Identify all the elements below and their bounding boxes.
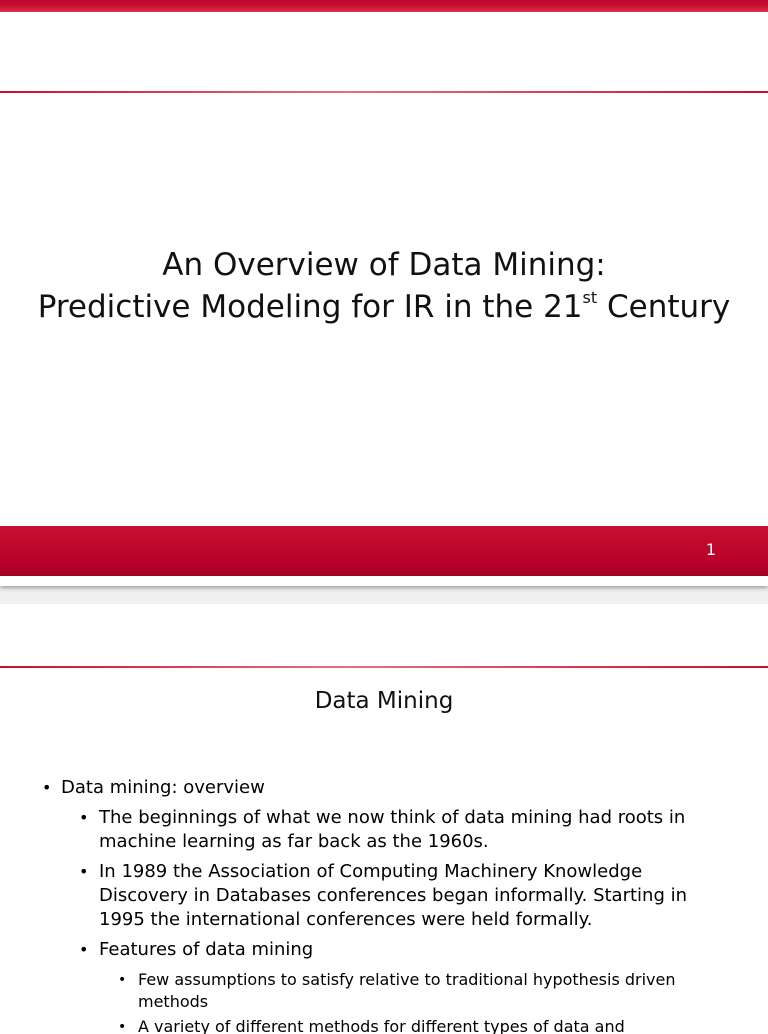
bullet-text: Data mining: overview	[61, 777, 265, 798]
bullet-dot: •	[79, 862, 89, 881]
title-line-1: An Overview of Data Mining:	[162, 247, 606, 283]
slide-title: Data Mining	[314, 688, 454, 714]
title-superscript: st	[582, 288, 598, 307]
bullet-item	[42, 776, 265, 800]
bullet-text: Features of data mining	[99, 939, 314, 960]
top-red-band	[0, 0, 768, 12]
bullet-dot: •	[118, 972, 127, 988]
slide-2	[0, 604, 768, 1034]
header-rule	[0, 91, 768, 93]
page-number: 1	[705, 540, 716, 559]
bullet-text: A variety of different methods for different types of data and	[138, 1017, 625, 1034]
footer-red-band	[0, 526, 768, 576]
slide-title	[0, 244, 768, 328]
bullet-text: Few assumptions to satisfy relative to traditional hypothesis driven methods	[138, 970, 676, 1011]
bullet-dot: •	[118, 1019, 127, 1034]
bullet-item	[118, 1016, 718, 1034]
bullet-item	[118, 969, 718, 1013]
title-line-2-end: Century	[597, 289, 731, 325]
title-line-2	[0, 286, 768, 328]
bullet-text: The beginnings of what we now think of data mining had roots in machine learning as far back as the 1960s.	[99, 807, 686, 852]
bullet-dot: •	[42, 778, 52, 797]
bullet-dot: •	[79, 940, 89, 959]
bullet-item	[79, 938, 709, 962]
header-rule	[0, 666, 768, 668]
bullet-dot: •	[79, 808, 89, 827]
bullet-item	[79, 860, 709, 932]
bullet-item	[79, 806, 709, 854]
title-line-2-main: Predictive Modeling for IR in the 21	[37, 289, 583, 325]
bullet-text: In 1989 the Association of Computing Machinery Knowledge Discovery in Databases conferences began informally. Starting in 1995 the international conferences were held formally.	[99, 861, 688, 930]
